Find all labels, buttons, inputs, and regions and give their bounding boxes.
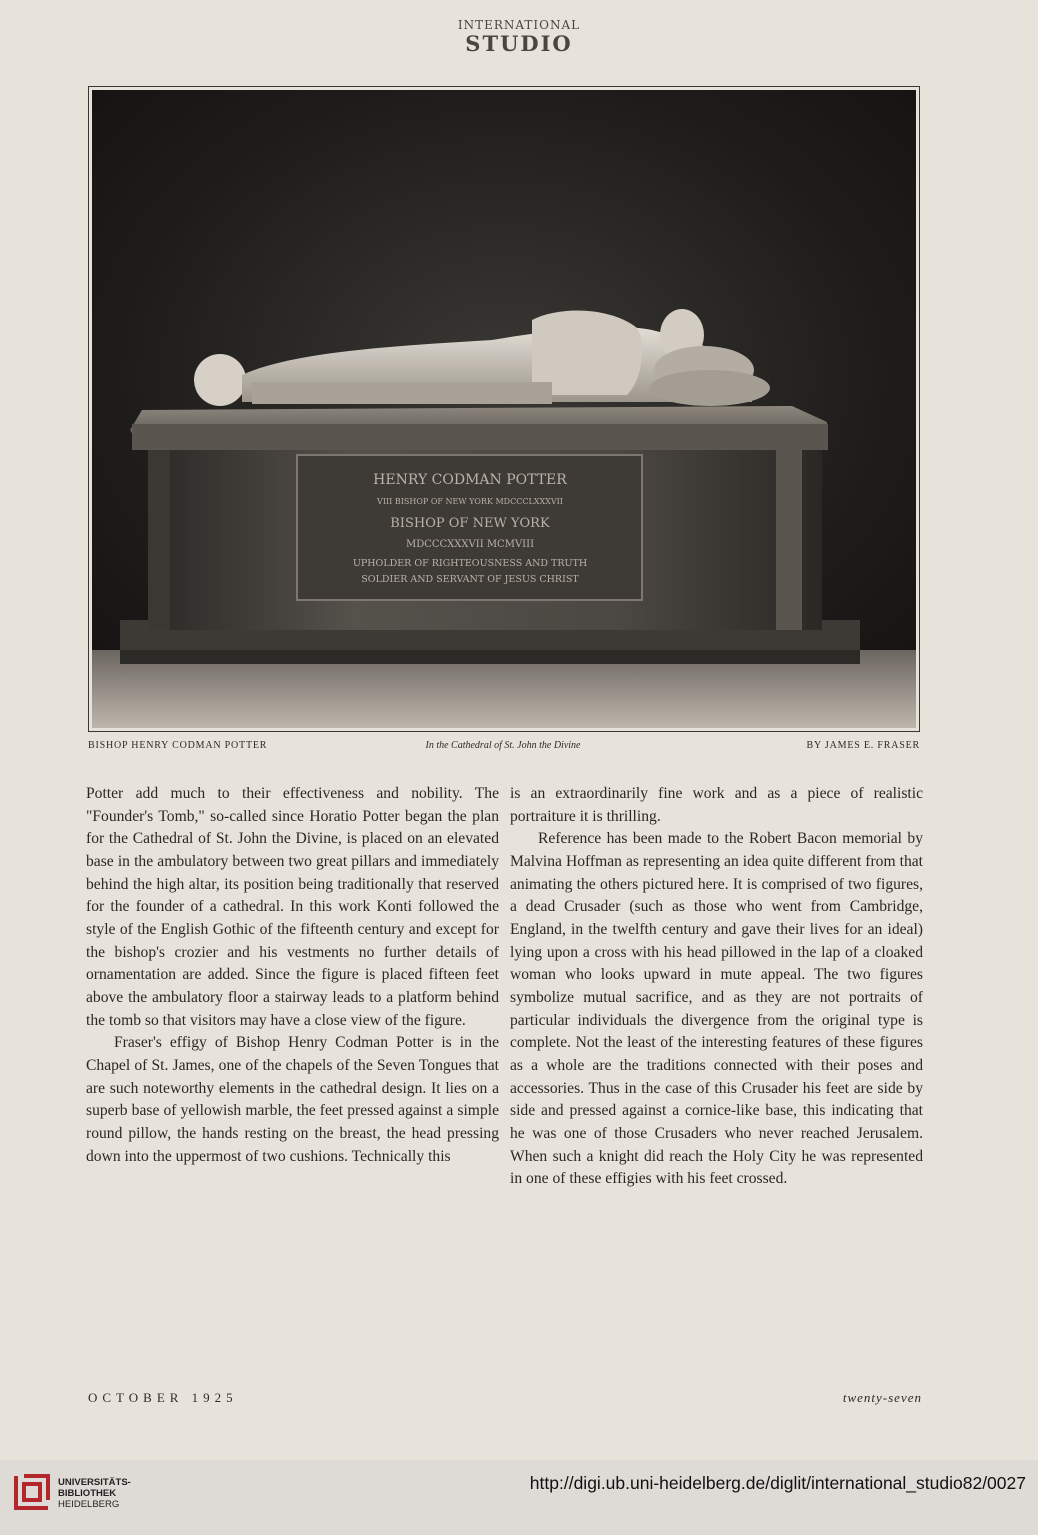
paragraph: Fraser's effigy of Bishop Henry Codman Potter is in the Chapel of St. James, one of the chapels of the Seven Tongues that are such noteworthy elements in the cathedral design. It lies on a superb base of yellowish marble, the feet pressed against a simple round pillow, the hands resting on the breast, the head pressing down into the uppermost of two cushions. Technically this [86, 1034, 499, 1165]
caption-subject: BISHOP HENRY CODMAN POTTER [88, 740, 268, 751]
inscription-line-2: VIII BISHOP OF NEW YORK MDCCCLXXXVII [377, 497, 563, 506]
caption-location: In the Cathedral of St. John the Divine [425, 740, 581, 751]
paragraph: Reference has been made to the Robert Bacon memorial by Malvina Hoffman as representing an idea quite different from that animating the others pictured here. It is comprised of two figures, a dead Crusader (such as those who went from Cambridge, England, in the twelfth century and gave their lives for an ideal) lying upon a cross with his head pillowed in the lap of a cloaked woman who looks upward in mute appeal. The two figures symbolize mutual sacrifice, and as they are not portraits of particular individuals the divergence from the original type is complete. Not the least of the interesting features of these figures as a whole are the traditions connected with their poses and accessories. Thus in the case of this Crusader his feet are side by side and pressed against a cornice-like base, this indicating that he was one of those Crusaders who never reached Jerusalem. When such a knight did reach the Holy City he was represented in one of these effigies with his feet crossed. [510, 830, 923, 1188]
library-line3: HEIDELBERG [58, 1499, 120, 1510]
source-url[interactable]: http://digi.ub.uni-heidelberg.de/diglit/international_studio82/0027 [529, 1473, 1026, 1493]
masthead-line1: INTERNATIONAL [457, 18, 581, 32]
inscription-line-6: SOLDIER AND SERVANT OF JESUS CHRIST [361, 574, 579, 585]
library-line2: BIBLIOTHEK [58, 1488, 117, 1499]
library-line1: UNIVERSITÄTS- [58, 1477, 131, 1488]
paragraph: Potter add much to their effectiveness and nobility. The "Founder's Tomb," so-called since Horatio Potter began the plan for the Cathedral of St. John the Divine, is placed on an elevated base in the ambulatory between two great pillars and immediately behind the high altar, its position being traditionally that reserved for the founder of a cathedral. In this work Konti followed the style of the English Gothic of the fifteenth century and except for the bishop's crozier and his vestments no further details of ornamentation are added. Since the figure is placed fifteen feet above the ambulatory floor a stairway leads to a platform behind the tomb so that visitors may have a close view of the figure. [86, 785, 499, 1029]
page-number: twenty-seven [842, 1390, 922, 1405]
ub-heidelberg-logo-icon [12, 1472, 52, 1512]
library-name [58, 1477, 131, 1510]
inscription-line-3: BISHOP OF NEW YORK [390, 516, 550, 531]
masthead [0, 18, 1038, 56]
paragraph: is an extraordinarily fine work and as a piece of realistic portraiture it is thrilling. [510, 785, 923, 825]
inscription-line-5: UPHOLDER OF RIGHTEOUSNESS AND TRUTH [352, 558, 588, 569]
body-column-left [86, 783, 499, 1168]
inscription-line-4: MDCCCXXXVII MCMVIII [405, 539, 535, 550]
caption-artist: BY JAMES E. FRASER [806, 740, 920, 751]
body-column-right [510, 783, 923, 1191]
library-footer-strip [0, 1460, 1038, 1535]
photo-frame [88, 86, 920, 732]
figure-caption [88, 740, 920, 754]
inscription-line-1: HENRY CODMAN POTTER [373, 472, 567, 488]
tomb-photograph [92, 90, 916, 728]
issue-date: OCTOBER 1925 [88, 1390, 238, 1405]
masthead-title: STUDIO [465, 31, 573, 56]
